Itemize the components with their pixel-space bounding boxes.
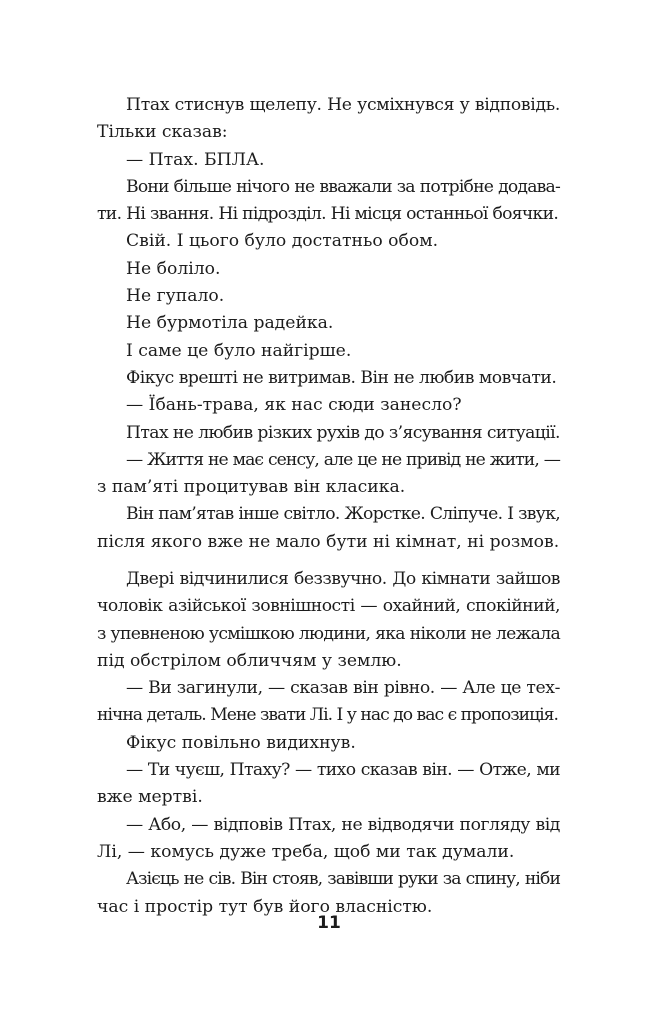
text-line: ти. Ні звання. Ні підрозділ. Ні місця останньої боячки.	[97, 204, 559, 225]
text-block-1	[97, 92, 560, 556]
block1-paragraph	[97, 283, 560, 310]
block1-paragraph	[97, 174, 560, 229]
text-line: з упевненою усмішкою людини, яка ніколи не лежала	[97, 623, 560, 644]
block1-paragraph	[97, 147, 560, 174]
page-number: 11	[317, 913, 341, 933]
block1-paragraph	[97, 228, 560, 255]
text-line: Не боліло.	[126, 258, 221, 279]
block1-paragraph	[97, 420, 560, 447]
text-line: — Їбань-трава, як нас сюди занесло?	[126, 395, 462, 416]
text-line: Не бурмотіла радейка.	[126, 313, 334, 334]
text-line: Не гупало.	[126, 286, 225, 307]
text-line: Він пам’ятав інше світло. Жорстке. Сліпуче. І звук,	[126, 504, 560, 525]
text-line: час і простір тут був його власністю.	[97, 896, 433, 917]
text-line: нічна деталь. Мене звати Лі. І у нас до вас є пропозиція.	[97, 705, 558, 726]
text-line: — Ви загинули, — сказав він рівно. — Але це тех-	[126, 678, 560, 699]
block1-paragraph	[97, 365, 560, 392]
block2-paragraph	[97, 730, 560, 757]
text-line: Птах не любив різких рухів до з’ясування ситуації.	[126, 422, 560, 443]
text-line: Фікус повільно видихнув.	[126, 732, 356, 753]
block1-paragraph	[97, 447, 560, 502]
text-line: І саме це було найгірше.	[126, 340, 352, 361]
text-line: Азієць не сів. Він стояв, завівши руки за спину, ніби	[126, 869, 560, 890]
block2-paragraph	[97, 757, 560, 812]
block1-paragraph	[97, 338, 560, 365]
text-line: — Або, — відповів Птах, не відводячи погляду від	[126, 814, 560, 835]
text-block-2	[97, 566, 560, 921]
block1-paragraph	[97, 392, 560, 419]
text-line: Вони більше нічого не вважали за потрібне додава-	[126, 176, 560, 197]
block1-paragraph	[97, 92, 560, 147]
text-line: Птах стиснув щелепу. Не усміхнувся у відповідь.	[126, 95, 560, 115]
text-line: — Птах. БПЛА.	[126, 149, 265, 170]
block1-paragraph	[97, 501, 560, 556]
text-line: під обстрілом обличчям у землю.	[97, 650, 402, 671]
text-line: вже мертві.	[97, 787, 203, 808]
text-line: Двері відчинилися беззвучно. До кімнати зайшов	[126, 569, 560, 589]
block2-paragraph	[97, 675, 560, 730]
block1-paragraph	[97, 310, 560, 337]
block2-paragraph	[97, 812, 560, 867]
text-line: з пам’яті процитував він класика.	[97, 477, 406, 498]
text-line: чоловік азійської зовнішності — охайний, спокійний,	[97, 596, 560, 617]
text-line: Свій. І цього було достатньо обом.	[126, 231, 439, 252]
text-line: Фікус врешті не витримав. Він не любив мовчати.	[126, 367, 557, 388]
text-line: Тільки сказав:	[97, 122, 228, 143]
block1-paragraph	[97, 256, 560, 283]
text-line: — Ти чуєш, Птаху? — тихо сказав він. — Отже, ми	[126, 760, 560, 781]
text-line: Лі, — комусь дуже треба, щоб ми так думали.	[97, 841, 515, 862]
block2-paragraph	[97, 566, 560, 675]
text-line: після якого вже не мало бути ні кімнат, ні розмов.	[97, 531, 560, 552]
text-line: — Життя не має сенсу, але це не привід не жити, —	[126, 449, 560, 470]
